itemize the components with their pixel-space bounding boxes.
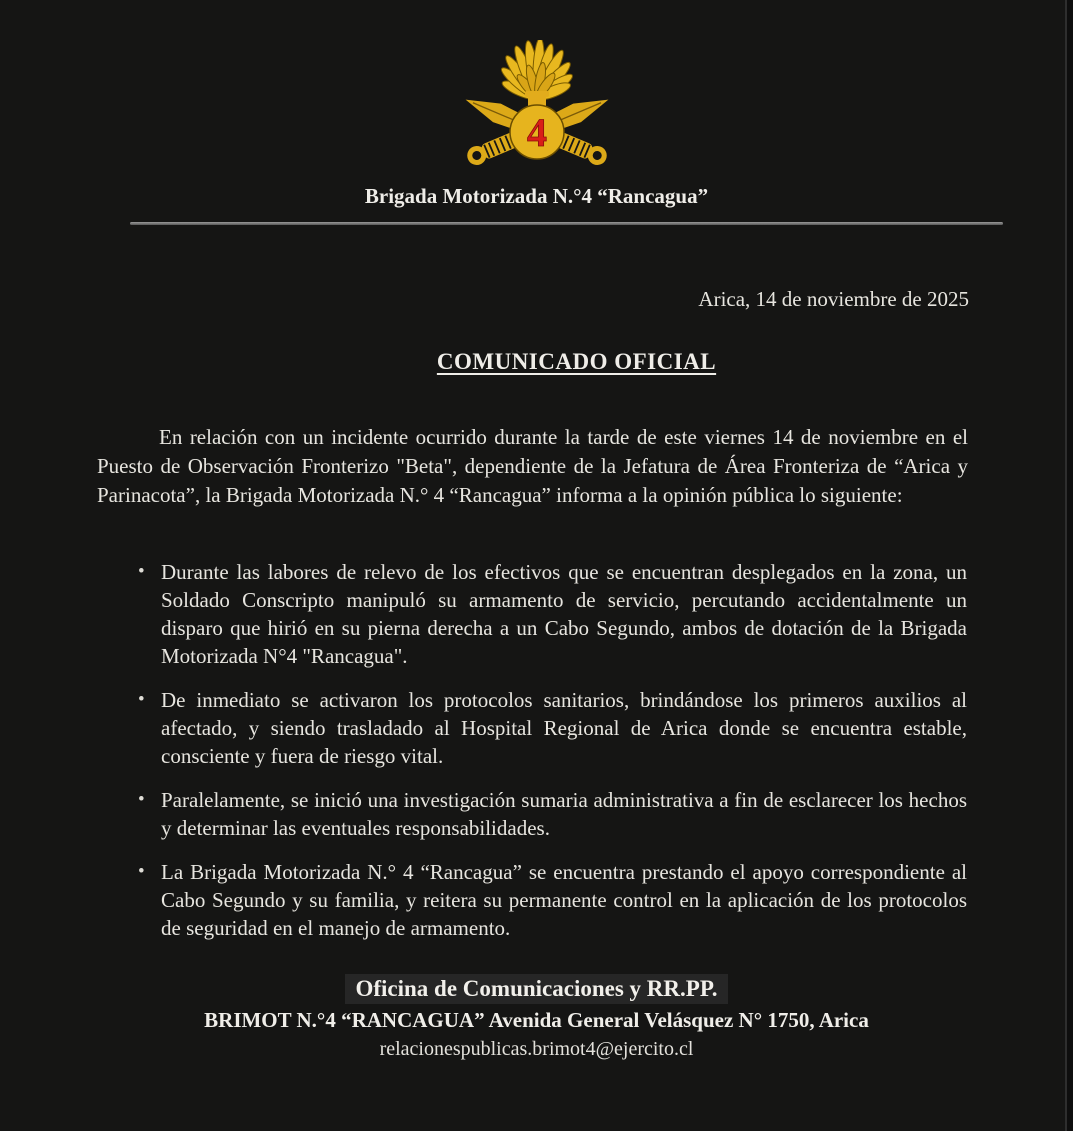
dateline: Arica, 14 de noviembre de 2025: [698, 287, 969, 311]
page-right-gutter: [1067, 0, 1073, 1131]
bullet-list: [137, 558, 967, 942]
footer-address: BRIMOT N.°4 “RANCAGUA” Avenida General Velásquez N° 1750, Arica: [204, 1008, 869, 1032]
bullet-item: [137, 558, 967, 670]
bullet-text: De inmediato se activaron los protocolos sanitarios, brindándose los primeros auxilios al afectado, y siendo trasladado al Hospital Regional de Arica donde se encuentra estable, consciente y fuera de riesgo vital.: [161, 688, 967, 768]
bullet-item: [137, 686, 967, 770]
organization-title: Brigada Motorizada N.°4 “Rancagua”: [364, 184, 709, 208]
header-divider: [130, 222, 1003, 225]
bullet-text: La Brigada Motorizada N.° 4 “Rancagua” se encuentra prestando el apoyo correspondiente al Cabo Segundo y su familia, y reitera su permanente control en la aplicación de los protocolos de seguridad en el manejo de armamento.: [161, 860, 967, 940]
emblem-number: 4: [526, 110, 547, 155]
page-right-edge: [1065, 0, 1067, 1131]
brigade-crest-icon: [457, 40, 617, 180]
footer-email: relacionespublicas.brimot4@ejercito.cl: [379, 1038, 694, 1060]
bullet-item: [137, 858, 967, 942]
document-title: COMUNICADO OFICIAL: [436, 349, 717, 374]
bullet-text: Paralelamente, se inició una investigación sumaria administrativa a fin de esclarecer los hechos y determinar las eventuales responsabilidades.: [161, 788, 967, 840]
bullet-item: [137, 786, 967, 842]
bullet-text: Durante las labores de relevo de los efectivos que se encuentran desplegados en la zona, un Soldado Conscripto manipuló su armamento de servicio, percutando accidentalmente un disparo que hirió en su pierna derecha a un Cabo Segundo, ambos de dotación de la Brigada Motorizada N°4 "Rancagua".: [161, 560, 967, 668]
intro-paragraph: En relación con un incidente ocurrido durante la tarde de este viernes 14 de noviembre en el Puesto de Observación Fronterizo "Beta", dependiente de la Jefatura de Área Fronteriza de “Arica y Parinacota”, la Brigada Motorizada N.° 4 “Rancagua” informa a la opinión pública lo siguiente:: [97, 425, 968, 507]
footer-office-label: Oficina de Comunicaciones y RR.PP.: [345, 974, 727, 1004]
flaming-grenade-emblem-icon: [457, 40, 617, 180]
footer: [0, 974, 1073, 1061]
